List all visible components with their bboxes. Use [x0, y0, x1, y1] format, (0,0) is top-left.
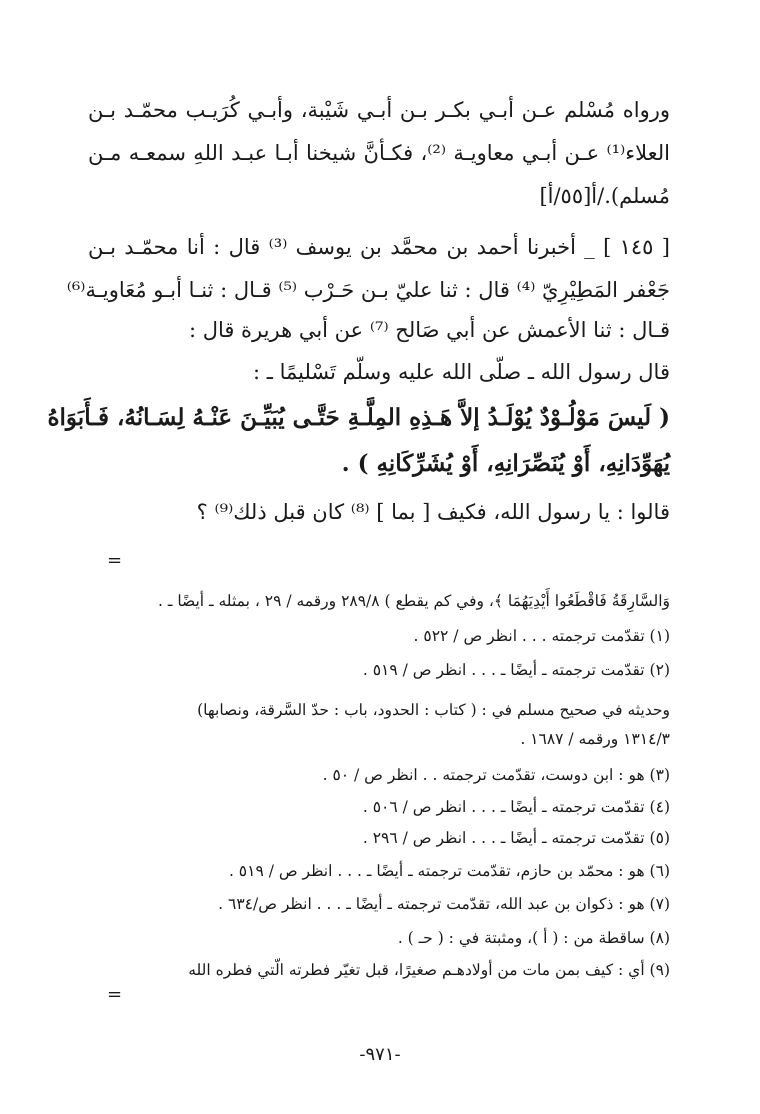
hadith-number-line: [ ١٤٥ ] _ أخبرنا أحمد بن محمَّد بن يوسف ⁽³⁾ قال : أنا محمّـد بـن: [88, 235, 670, 259]
footnote-4: (٤) تقدّمت ترجمته ـ أيضًا ـ . . . انظر ص / ٥٠٦ .: [362, 798, 670, 816]
footnote-9: (٩) أي : كيف بمن مات من أولادهـم صغيرًا، قبل تغيّر فطرته الّتي فطره الله: [188, 961, 670, 979]
footnote-1: (١) تقدّمت ترجمته . . . انظر ص / ٥٢٢ .: [413, 627, 670, 645]
page-number: -٩٧١-: [359, 1044, 401, 1065]
text-line: العلاء⁽¹⁾ عـن أبـي معاويـة ⁽²⁾، فكـأنَّ شيخنا أبـا عبـد اللهِ سمعـه مـن: [88, 141, 670, 165]
footnote-separator: =: [107, 550, 123, 571]
footnote-continuation-mark: =: [107, 984, 123, 1005]
footnote-2: (٢) تقدّمت ترجمته ـ أيضًا ـ . . . انظر ص / ٥١٩ .: [362, 661, 670, 679]
text-line: قالوا : يا رسول الله، فكيف [ بما ] ⁽⁸⁾ كان قبل ذلك⁽⁹⁾ ؟: [196, 500, 670, 524]
footnote-5: (٥) تقدّمت ترجمته ـ أيضًا ـ . . . انظر ص / ٢٩٦ .: [362, 829, 670, 847]
footnote-6: (٦) هو : محمّد بن حازم، تقدّمت ترجمته ـ أيضًا ـ . . . انظر ص / ٥١٩ .: [228, 862, 670, 880]
footnote-line: وحديثه في صحيح مسلم في : ( كتاب : الحدود، باب : حدّ السَّرقة، ونصابها): [197, 701, 670, 719]
footnote-line: ١٣١٤/٣ ورقمه / ١٦٨٧ .: [520, 730, 670, 748]
text-line: قـال : ثنا الأعمش عن أبي صَالح ⁽⁷⁾ عن أبي هريرة قال :: [188, 318, 670, 342]
text-line: جَعْفر المَطِيْرِيّ ⁽⁴⁾ قال : ثنا عليّ بـن حَـرْب ⁽⁵⁾ قـال : ثنـا أبـو مُعَاويـة⁽⁶⁾: [66, 278, 670, 302]
text-line: قال رسول الله ـ صلّى الله عليه وسلّم تَسْليمًا ـ :: [253, 360, 670, 384]
footnote-8: (٨) ساقطة من : ( أ )، ومثبتة في : ( حـ ) .: [397, 929, 670, 947]
text-line: ورواه مُسْلم عـن أبـي بكـر بـن أبـي شَيْبة، وأبـي كُرَيـب محمّـد بـن: [88, 98, 670, 122]
text-line: مُسلم)./أ[٥٥/أ]: [539, 184, 670, 208]
footnote-3: (٣) هو : ابن دوست، تقدّمت ترجمته . . انظر ص / ٥٠ .: [322, 766, 670, 784]
hadith-text: يُهَوِّدَانِهِ، أَوْ يُنَصِّرَانِهِ، أَوْ يُشَرِّكَانِهِ ) .: [341, 450, 670, 477]
footnote-7: (٧) هو : ذكوان بن عبد الله، تقدّمت ترجمته ـ أيضًا ـ . . . انظر ص/٦٣٤ .: [218, 895, 670, 913]
hadith-text: ( لَيسَ مَوْلُـوْدٌ يُوْلَـدُ إلاَّ هَـذِهِ المِلَّـةِ حَتَّـى يُبَيِّـنَ عَنْـهُ لِسَـانُهُ، فَـأَبَوَاهُ: [47, 404, 670, 431]
footnote-line: وَالسَّارِقَةُ فَاقْطَعُوا أَيْدِيَهُمَا ﴾، وفي كم يقطع ) ٢٨٩/٨ ورقمه / ٢٩ ، بمثله ـ أيضًا ـ .: [158, 592, 670, 610]
